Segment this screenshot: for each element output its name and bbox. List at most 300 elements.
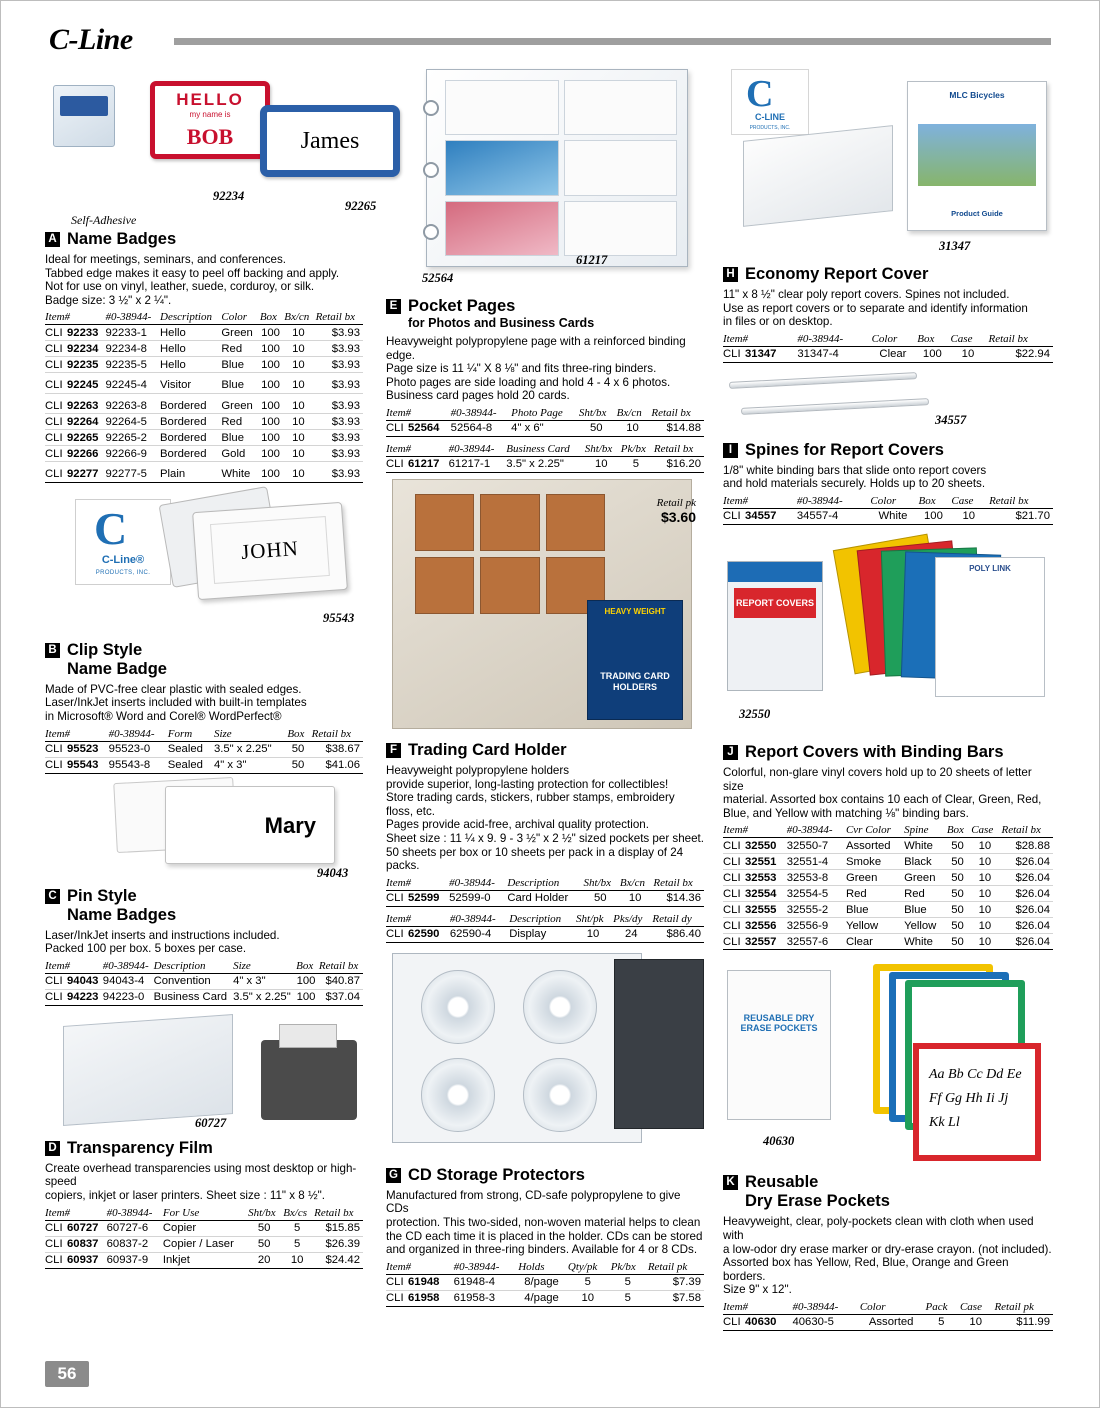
col-upc: #0-38944-: [105, 311, 160, 325]
cell-item: 92245: [67, 378, 105, 394]
col-upc: #0-38944-: [792, 1301, 859, 1315]
cell-case: 10: [971, 886, 1001, 902]
logo-letter-c: C: [746, 73, 774, 115]
binder-ring-icon: [423, 162, 439, 178]
cell-desc: Convention: [154, 973, 234, 989]
cell-retail: $3.93: [316, 398, 363, 414]
cell-upc: 32556-9: [787, 918, 846, 934]
cell-cvr-color: Red: [846, 886, 904, 902]
col-pkbx: Pk/bx: [621, 443, 654, 457]
cell-upc: 32555-2: [787, 902, 846, 918]
package-title-text: TRADING CARD HOLDERS: [600, 670, 670, 692]
cell-item: 92263: [67, 398, 105, 414]
cell-upc: 32550-7: [787, 838, 846, 854]
section-title-k: Reusable: [745, 1173, 819, 1192]
page-header: [49, 25, 1051, 59]
table-header-row: [723, 495, 1053, 509]
cell-cli: CLI: [723, 934, 745, 950]
cell-case: 10: [951, 508, 989, 524]
cell-box: 100: [918, 508, 951, 524]
cell-cli: CLI: [45, 357, 67, 373]
desc-line: and organized in three-ring binders. Available for 4 or 8 CDs.: [386, 1243, 698, 1257]
cell-cli: CLI: [45, 398, 67, 414]
col-bxcn: Bx/cn: [284, 311, 315, 325]
cell-holds: 8/page: [518, 1274, 568, 1290]
cell-box: 100: [260, 341, 284, 357]
cell-spine: White: [904, 838, 947, 854]
mary-name-text: Mary: [264, 812, 316, 838]
package-title-text: REUSABLE DRY ERASE POCKETS: [740, 1013, 818, 1034]
desc-line: Blue, and Yellow with matching ⅛" binding bars.: [723, 806, 969, 820]
col-photo-page: Photo Page: [511, 407, 579, 421]
cell-cvr-color: Yellow: [846, 918, 904, 934]
section-title-b: Clip Style: [67, 640, 143, 659]
cell-retail: $21.70: [989, 508, 1053, 524]
cell-upc: 92265-2: [105, 430, 160, 446]
col-retail: Retail pk: [648, 1261, 704, 1275]
cd-binder-cover-image: [614, 959, 704, 1129]
cell-box: 100: [260, 446, 284, 462]
table-row: [386, 926, 704, 942]
col-pack: Pack: [926, 1301, 960, 1315]
cell-cli: CLI: [45, 414, 67, 430]
guide-footer-text: Product Guide: [951, 209, 1003, 218]
cell-form: Sealed: [168, 757, 214, 773]
section-report-covers-binding-bars: [723, 531, 1053, 950]
table-pin-badges: [45, 960, 363, 1006]
col-retail: Retail bx: [319, 960, 363, 974]
cell-bxcn: 10: [284, 398, 315, 414]
cell-retail: $38.67: [312, 741, 363, 757]
cell-color: Blue: [221, 430, 259, 446]
cell-item: 34557: [745, 508, 797, 524]
desc-line: provide superior, long-lasting protection for collectibles!: [386, 777, 669, 791]
cell-shtbx: 50: [579, 420, 617, 436]
cell-cli: CLI: [723, 854, 745, 870]
cell-upc: 60837-2: [107, 1236, 163, 1252]
trading-card-holder-package: [587, 600, 683, 720]
cell-desc: Bordered: [160, 430, 221, 446]
col-item: Item#: [386, 877, 449, 891]
desc-line: Laser/InkJet inserts and instructions included.: [45, 928, 280, 942]
transparency-art: [45, 1012, 363, 1137]
cell-upc: 92266-9: [105, 446, 160, 462]
cell-case: 10: [971, 870, 1001, 886]
section-j-description: [723, 766, 1053, 820]
cell-retail: $28.88: [1002, 838, 1053, 854]
art-number-40630: 40630: [763, 1134, 795, 1149]
cell-spine: Black: [904, 854, 947, 870]
cell-retail: $40.87: [319, 973, 363, 989]
cell-bxcn: 10: [620, 890, 653, 906]
logo-subtext: PRODUCTS, INC.: [749, 125, 791, 131]
desc-line: the CD each time it is placed in the holder. CDs can be stored: [386, 1229, 703, 1243]
cell-item: 94043: [67, 973, 103, 989]
cell-item: 32556: [745, 918, 787, 934]
cell-item: 32553: [745, 870, 787, 886]
col-bxcn: Bx/cn: [617, 407, 652, 421]
desc-line: protection. This two-sided, non-woven material helps to clean: [386, 1215, 701, 1229]
cell-shtpk: 10: [576, 926, 613, 942]
section-clip-style-badge: [45, 489, 363, 774]
cell-color: Clear: [872, 346, 918, 362]
cell-item: 60837: [67, 1236, 107, 1252]
cd-disc-image: [421, 970, 495, 1044]
desc-line: Use as report covers or to separate and identify information: [723, 301, 1028, 315]
cell-retail: $26.04: [1002, 918, 1053, 934]
cell-item: 60727: [67, 1220, 107, 1236]
section-d-description: [45, 1162, 363, 1203]
table-report-covers: [723, 824, 1053, 950]
spine-bar-image: [741, 398, 929, 415]
guide-title-text: MLC Bicycles: [949, 90, 1005, 100]
table-business-card-pages: [386, 443, 704, 473]
section-letter-k: K: [723, 1175, 738, 1190]
desc-line: Create overhead transparencies using most desktop or high-speed: [45, 1161, 357, 1189]
table-row: [45, 757, 363, 773]
table-row: [45, 1236, 363, 1252]
section-title-i: Spines for Report Covers: [745, 440, 944, 459]
col-box: Box: [287, 728, 311, 742]
cell-upc: 61958-3: [454, 1290, 519, 1306]
cell-cli: CLI: [45, 973, 67, 989]
cell-pkbx: 5: [621, 456, 654, 472]
desc-line: 50 sheets per box or 10 sheets per pack in a display of 24 packs.: [386, 845, 684, 873]
cell-retail: $41.06: [312, 757, 363, 773]
table-row: [45, 430, 363, 446]
cell-upc: 92234-8: [105, 341, 160, 357]
hello-subtext: my name is: [189, 110, 231, 119]
photo-pocket: [445, 201, 559, 256]
cell-bxcs: 5: [283, 1220, 314, 1236]
business-card-pocket: [564, 80, 678, 135]
col-retail: Retail bx: [654, 443, 704, 457]
cell-item: 32550: [745, 838, 787, 854]
cell-bxcn: 10: [284, 357, 315, 373]
table-header-row: [723, 1301, 1053, 1315]
handwriting-sample-image: [913, 1043, 1041, 1161]
table-spines: [723, 495, 1053, 525]
cell-upc: 62590-4: [450, 926, 509, 942]
report-covers-art: [723, 531, 1053, 741]
table-row: [723, 902, 1053, 918]
col-description: Description: [507, 877, 583, 891]
col-description: Description: [509, 913, 576, 927]
cell-case: 10: [971, 902, 1001, 918]
col-retail: Retail bx: [653, 877, 704, 891]
cell-desc: Business Card: [154, 989, 234, 1005]
table-photo-pages: [386, 407, 704, 437]
table-row: [723, 508, 1053, 524]
col-item: Item#: [723, 495, 797, 509]
section-c-description: [45, 929, 363, 956]
cell-retail: $24.42: [314, 1252, 363, 1268]
cell-upc: 60937-9: [107, 1252, 163, 1268]
desc-line: in Microsoft® Word and Corel® WordPerfect®: [45, 710, 282, 724]
cell-upc: 32553-8: [787, 870, 846, 886]
art-number-32550: 32550: [739, 706, 771, 721]
cd-disc-image: [523, 970, 597, 1044]
art-number-92234: 92234: [213, 189, 245, 203]
photo-pocket: [445, 140, 559, 195]
cell-case: 10: [971, 918, 1001, 934]
cell-item: 52599: [408, 890, 449, 906]
cell-retail: $26.04: [1002, 934, 1053, 950]
section-economy-report-cover: [723, 63, 1053, 363]
table-row: [45, 973, 363, 989]
cell-upc: 92277-5: [105, 467, 160, 483]
cell-item: 32557: [745, 934, 787, 950]
col-bxcn: Bx/cn: [620, 877, 653, 891]
cell-box: 50: [287, 757, 311, 773]
cell-box: 100: [296, 973, 319, 989]
cell-desc: Hello: [160, 325, 221, 341]
table-row: [45, 1220, 363, 1236]
john-name-text: JOHN: [240, 535, 300, 564]
desc-line: a low-odor dry erase marker or dry-erase crayon. (not included).: [723, 1242, 1052, 1256]
desc-line: Pages provide acid-free, archival quality protection.: [386, 818, 649, 832]
cell-cvr-color: Green: [846, 870, 904, 886]
cell-cli: CLI: [723, 918, 745, 934]
cell-color: Red: [221, 341, 259, 357]
col-item: Item#: [723, 824, 787, 838]
cell-desc: Card Holder: [507, 890, 583, 906]
cell-item: 92265: [67, 430, 105, 446]
cell-retail: $3.93: [316, 325, 363, 341]
col-color: Color: [870, 495, 918, 509]
hello-name-text: BOB: [186, 124, 234, 149]
table-row: [723, 934, 1053, 950]
cell-item: 62590: [408, 926, 450, 942]
cell-retail: $11.99: [994, 1314, 1053, 1330]
desc-line: copiers, inkjet or laser printers. Sheet size : 11" x 8 ½".: [45, 1189, 325, 1203]
cell-cvr-color: Assorted: [846, 838, 904, 854]
cell-cli: CLI: [386, 456, 408, 472]
logo-text: C-Line®: [101, 553, 145, 566]
cell-desc: Hello: [160, 341, 221, 357]
cell-cli: CLI: [723, 346, 745, 362]
table-header-row: [45, 1207, 363, 1221]
art-number-52564: 52564: [422, 271, 454, 285]
table-row: [45, 446, 363, 462]
cell-cli: CLI: [45, 1252, 67, 1268]
col-shtbx: Sht/bx: [585, 443, 621, 457]
col-qtypk: Qty/pk: [568, 1261, 611, 1275]
cell-color: Blue: [221, 378, 259, 394]
col-case: Case: [971, 824, 1001, 838]
cell-color: Green: [221, 325, 259, 341]
cell-retail: $26.04: [1002, 886, 1053, 902]
cell-box: 100: [296, 989, 319, 1005]
cell-box: 50: [947, 870, 971, 886]
c-line-logo: [731, 69, 809, 135]
table-row: [386, 1290, 704, 1306]
cell-retail: $3.93: [316, 430, 363, 446]
trading-cards-grid: [415, 494, 605, 614]
cell-retail: $86.40: [652, 926, 704, 942]
retail-pk-label: Retail pk: [656, 496, 696, 509]
table-header-row: [723, 824, 1053, 838]
cell-item: 32551: [745, 854, 787, 870]
desc-line: Badge size: 3 ½" x 2 ¼".: [45, 293, 172, 307]
cell-bxcn: 10: [284, 414, 315, 430]
col-upc: #0-38944-: [797, 495, 871, 509]
pin-badge-art: [45, 780, 363, 885]
table-row: [386, 456, 704, 472]
cell-box: 100: [260, 378, 284, 394]
col-size: Size: [233, 960, 296, 974]
doc-brand-text: POLY LINK: [969, 563, 1011, 573]
col-item: Item#: [386, 913, 450, 927]
cell-upc: 92263-8: [105, 398, 160, 414]
cell-retail: $3.93: [316, 446, 363, 462]
cell-color: Red: [221, 414, 259, 430]
cell-item: 95543: [67, 757, 109, 773]
cell-cli: CLI: [386, 926, 408, 942]
section-title-j: Report Covers with Binding Bars: [745, 742, 1004, 761]
cell-cli: CLI: [45, 378, 67, 394]
cell-box: 100: [260, 357, 284, 373]
art-number-34557: 34557: [935, 412, 967, 427]
column-right: [723, 63, 1053, 1337]
cell-upc: 32554-5: [787, 886, 846, 902]
table-row: [723, 854, 1053, 870]
col-box: Box: [947, 824, 971, 838]
cell-cli: CLI: [723, 1314, 745, 1330]
col-upc: #0-38944-: [103, 960, 154, 974]
col-spine: Spine: [904, 824, 947, 838]
john-badge-image: [192, 502, 348, 600]
col-retail: Retail bx: [651, 407, 704, 421]
cell-upc: 61217-1: [449, 456, 507, 472]
col-item: Item#: [45, 960, 103, 974]
cell-item: 61948: [408, 1274, 454, 1290]
table-row: [723, 346, 1053, 362]
cell-bxcn: 10: [284, 467, 315, 483]
table-header-row: [45, 311, 363, 325]
cell-desc: Plain: [160, 467, 221, 483]
table-header-row: [723, 333, 1053, 347]
cell-bxcn: 10: [284, 430, 315, 446]
desc-line: Made of PVC-free clear plastic with sealed edges.: [45, 682, 302, 696]
desc-line: Size 9" x 12".: [723, 1283, 792, 1297]
art-number-31347: 31347: [939, 239, 971, 253]
col-item: Item#: [723, 1301, 792, 1315]
hello-badge-image: [150, 81, 270, 159]
section-title-e: Pocket Pages: [408, 297, 516, 315]
cell-box: 50: [947, 918, 971, 934]
cell-upc: 32557-6: [787, 934, 846, 950]
col-upc: #0-38944-: [787, 824, 846, 838]
trading-card-art: [386, 479, 704, 739]
section-title-g: CD Storage Protectors: [408, 1165, 585, 1184]
table-dry-erase: [723, 1301, 1053, 1331]
desc-line: Packed 100 per box. 5 boxes per case.: [45, 942, 247, 956]
desc-line: Business card pages hold 20 cards.: [386, 389, 570, 403]
section-letter-e: E: [386, 299, 401, 314]
cell-retail: $3.93: [316, 414, 363, 430]
desc-line: 11" x 8 ½" clear poly report covers. Spines not included.: [723, 288, 1010, 301]
cell-item: 31347: [745, 346, 797, 362]
column-middle: [386, 63, 704, 1313]
section-letter-i: I: [723, 443, 738, 458]
table-row: [45, 398, 363, 414]
cd-storage-art: [386, 949, 704, 1164]
cell-item: 61958: [408, 1290, 454, 1306]
cell-bxcn: 10: [284, 378, 315, 394]
cell-spine: White: [904, 934, 947, 950]
cell-cli: CLI: [723, 838, 745, 854]
cell-upc: 61948-4: [454, 1274, 519, 1290]
desc-line: Manufactured from strong, CD-safe polypropylene to give CDs: [386, 1188, 681, 1216]
cell-item: 92233: [67, 325, 105, 341]
cell-upc: 32551-4: [787, 854, 846, 870]
cell-box: 50: [947, 934, 971, 950]
table-row: [723, 918, 1053, 934]
cell-item: 52564: [408, 420, 451, 436]
cell-box: 100: [260, 430, 284, 446]
cell-retail: $26.04: [1002, 854, 1053, 870]
col-item: Item#: [386, 443, 449, 457]
section-pocket-pages: [386, 63, 704, 473]
col-box: Box: [917, 333, 950, 347]
cell-cli: CLI: [45, 757, 67, 773]
logo-subtext: PRODUCTS, INC.: [95, 569, 151, 576]
col-retail: Retail bx: [989, 495, 1053, 509]
cell-case: 10: [971, 854, 1001, 870]
section-title-f: Trading Card Holder: [408, 740, 567, 759]
table-header-row: [386, 443, 704, 457]
trading-card-scene-image: [392, 479, 692, 729]
cell-cvr-color: Smoke: [846, 854, 904, 870]
section-a-description: [45, 253, 363, 307]
col-item: Item#: [386, 407, 451, 421]
section-f-description: [386, 764, 704, 873]
cell-upc: 92245-4: [105, 378, 160, 394]
cell-cli: CLI: [723, 886, 745, 902]
col-retail: Retail pk: [994, 1301, 1053, 1315]
cell-case: 10: [971, 838, 1001, 854]
cell-retail: $26.04: [1002, 870, 1053, 886]
cell-size: 3.5" x 2.25": [506, 456, 584, 472]
cell-cli: CLI: [45, 341, 67, 357]
c-line-logo: [75, 499, 171, 585]
business-card-pocket: [564, 201, 678, 256]
section-title-a: Name Badges: [67, 230, 177, 248]
cell-color: Blue: [221, 357, 259, 373]
table-cd-storage: [386, 1261, 704, 1307]
cell-shtbx: 50: [584, 890, 620, 906]
section-dry-erase-pockets: [723, 956, 1053, 1331]
cell-shtbx: 10: [585, 456, 621, 472]
col-description: Description: [160, 311, 221, 325]
cell-upc: 92233-1: [105, 325, 160, 341]
section-subtitle-e: for Photos and Business Cards: [408, 316, 595, 330]
section-letter-a: A: [45, 232, 60, 247]
section-pin-style-badges: [45, 780, 363, 1006]
cell-foruse: Inkjet: [163, 1252, 248, 1268]
cell-item: 32555: [745, 902, 787, 918]
table-row: [45, 341, 363, 357]
col-retail: Retail bx: [316, 311, 363, 325]
cell-color: White: [221, 467, 259, 483]
table-row: [723, 870, 1053, 886]
table-row: [45, 325, 363, 341]
col-box: Box: [296, 960, 319, 974]
section-letter-d: D: [45, 1141, 60, 1156]
cell-cli: CLI: [45, 467, 67, 483]
table-name-badges: [45, 311, 363, 483]
